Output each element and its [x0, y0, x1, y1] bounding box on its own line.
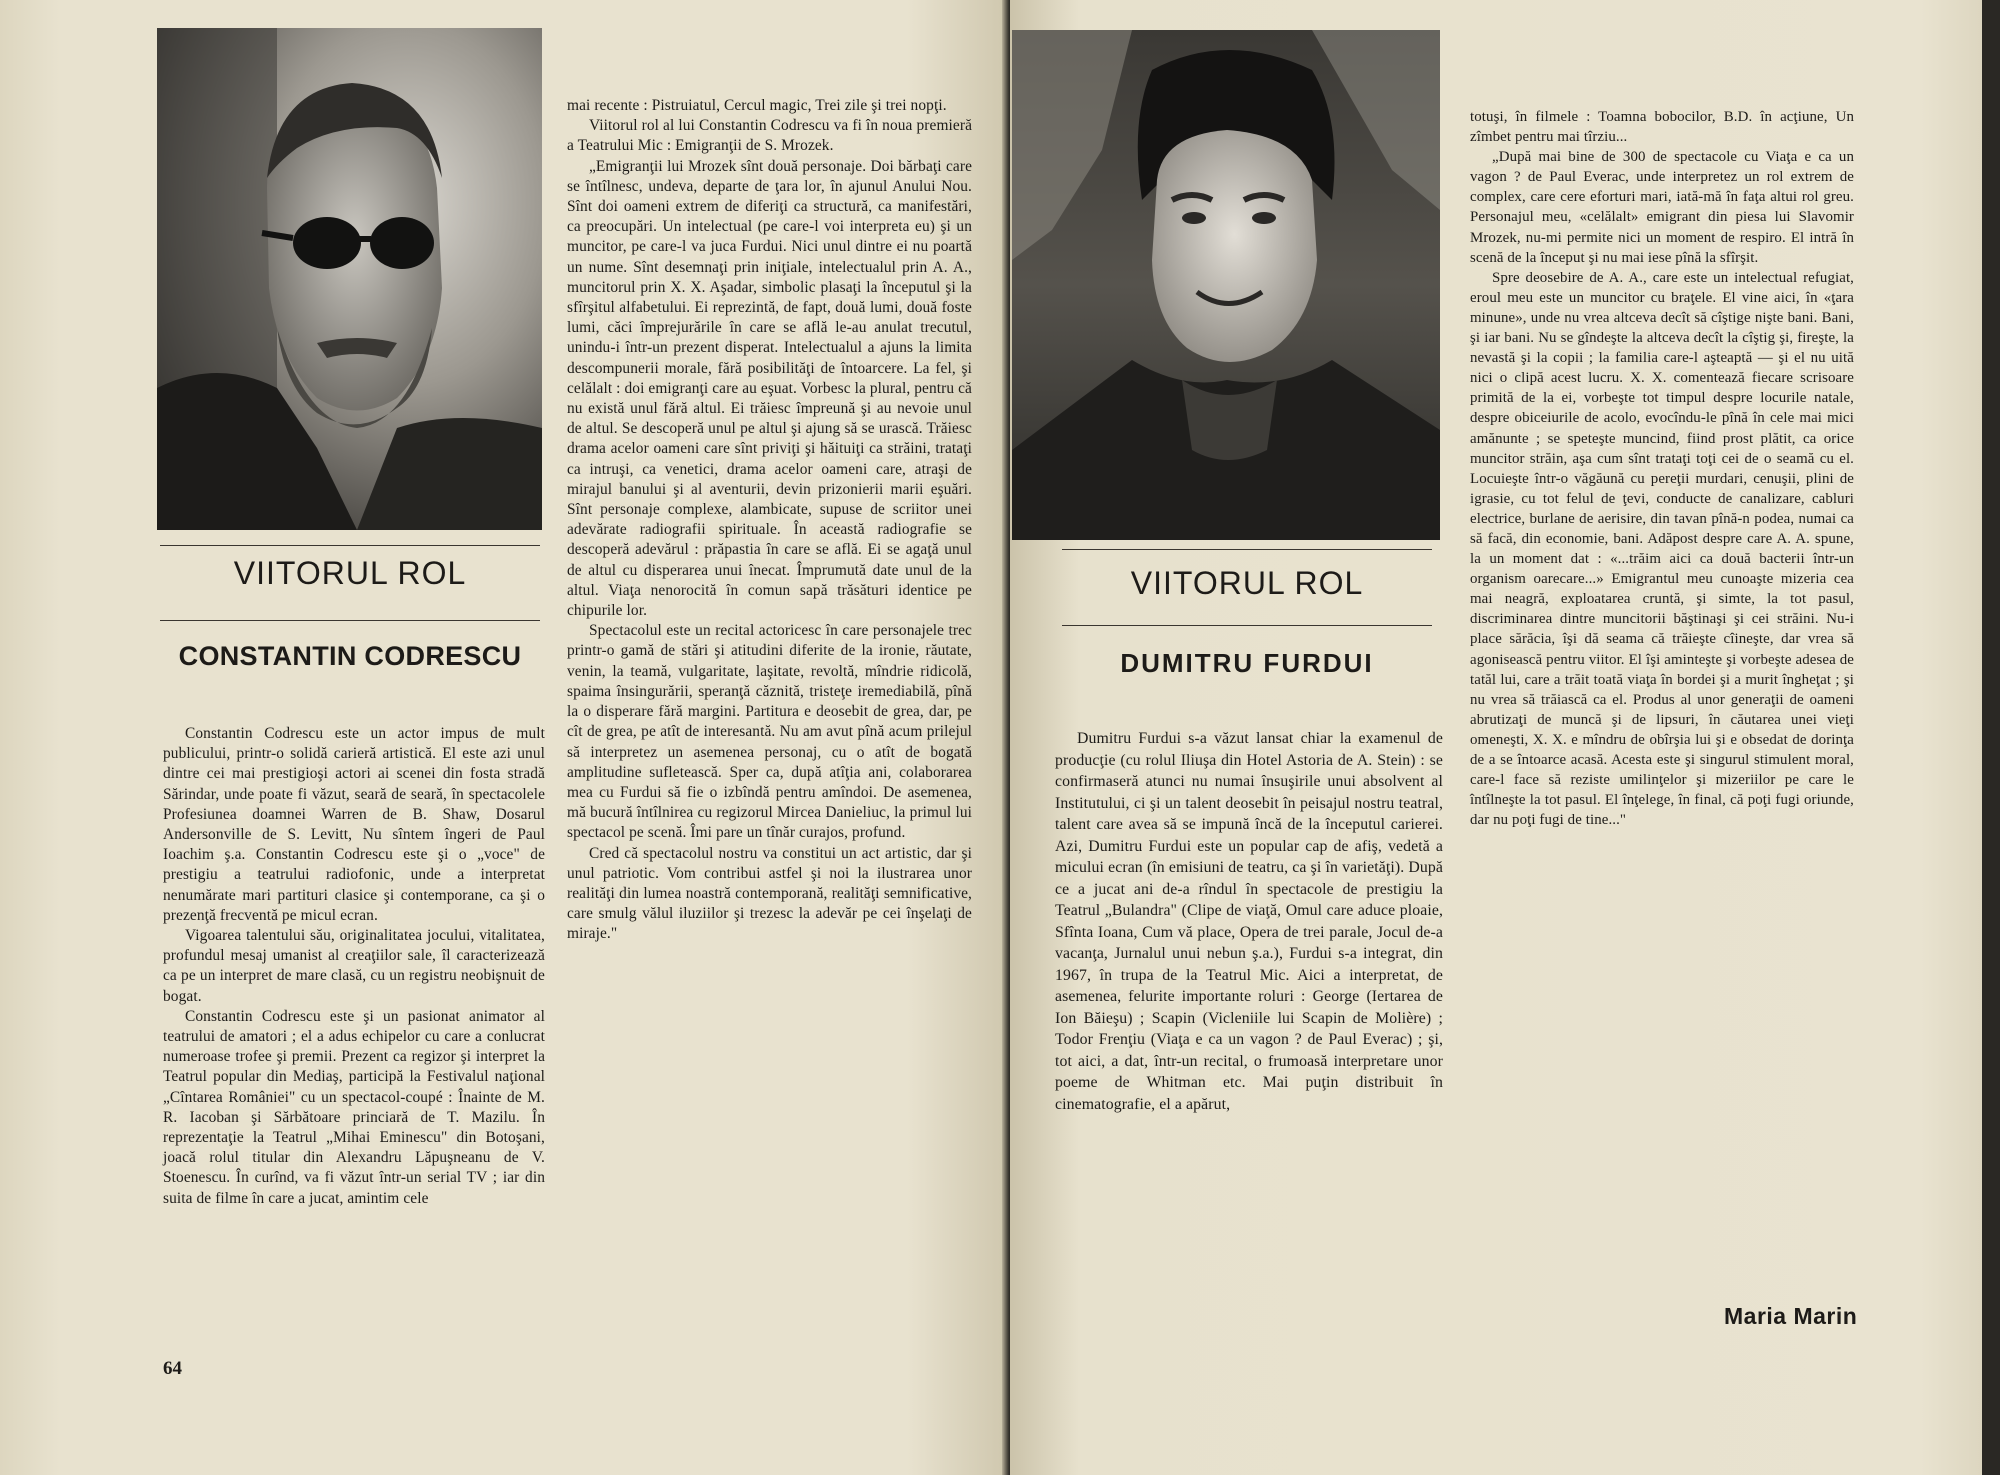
actor-name: CONSTANTIN CODRESCU — [178, 641, 522, 671]
article-column-1 — [1055, 728, 1443, 1115]
article-column-2 — [567, 96, 972, 945]
article-column-2 — [1470, 107, 1854, 830]
paragraph: Constantin Codrescu este un actor impus de mult publicului, printr-o solidă carieră artistică. El este azi unul dintre cei mai prestigioşi actori ai scenei din fosta stradă Sărindar, unde poate fi văzut, seară de seară, în spectacolele Profesiunea doamnei Warren de B. Shaw, Dosarul Andersonville de S. Levitt, Nu sîntem îngeri de Paul Ioachim ş.a. Constantin Codrescu este şi o „voce" de prestigiu a teatrului radiofonic, unde a interpretat nenumărate mari partituri clasice şi contemporane, ca şi o prezenţă frecventă pe micul ecran. — [163, 725, 545, 924]
article-column-1 — [163, 724, 545, 1209]
section-label: VIITORUL ROL — [1130, 565, 1364, 601]
paragraph: Cred că spectacolul nostru va constitui un act artistic, dar şi unul patriotic. Vom contribui astfel şi noi la ilustrarea unor realităţi din lumea noastră contemporană, realităţi semnificative, care smulg vălul iluziilor şi trezesc la adevăr pe cei înşelaţi de miraje." — [567, 844, 972, 943]
paragraph: Constantin Codrescu este şi un pasionat animator al teatrului de amatori ; el a adus echipelor cu care a conlucrat numeroase trofee şi premii. Prezent ca regizor şi interpret la Teatrul popular din Mediaş, participă la Festivalul naţional „Cîntarea României" cu un spectacol-coupé : Înainte de M. R. Iacoban şi Sărbătoare princiară de T. Mazilu. În reprezentaţie la Teatrul „Mihai Eminescu" din Botoşani, joacă rolul titular din Alexandru Lăpuşneanu de V. Stoenescu. În curînd, va fi văzut într-un serial TV ; iar din suita de filme în care a jucat, amintim cele — [163, 1007, 545, 1207]
top-rule — [1062, 549, 1432, 550]
section-label: VIITORUL ROL — [233, 555, 467, 591]
middle-rule — [1062, 625, 1432, 626]
paragraph: Spectacolul este un recital actoricesc în care personajele trec printr-o gamă de stări şi atitudini diferite de la ironie, răutate, venin, la teamă, vulgaritate, laşitate, revoltă, mîndrie ridicolă, spaima însingurării, speranţă căznită, tristeţe iremediabilă, pînă la o disperare fără margini. Partitura e deosebit de grea, dar, pe cît de grea, pe atît de interesantă. Nu am avut pînă acum prilejul să interpretez un asemenea personaj, cu o atît de bogată amplitudine sufletească. Sper ca, după atîţia ani, colaborarea mea cu Furdui să fie o izbîndă pentru amîndoi. De asemenea, mă bucură întîlnirea cu regizorul Mircea Danieliuc, la primul lui spectacol pe scenă. Îmi pare un tînăr curajos, profund. — [567, 622, 972, 842]
paragraph: Vigoarea talentului său, originalitatea jocului, vitalitatea, profundul mesaj umanist al creaţiilor sale, îl caracterizează ca pe un interpret de mare clasă, cu un registru neobişnuit de bogat. — [163, 927, 545, 1005]
page-number: 64 — [163, 1358, 182, 1379]
paragraph: Spre deosebire de A. A., care este un intelectual refugiat, eroul meu este un muncitor cu braţele. El vine aici, în «ţara minune», unde nu vrea altceva decît să cîştige nişte bani. Bani, şi iar bani. Nu se gîndeşte la altceva decît la cîştig şi, fireşte, la nevastă şi la copii ; la familia care-l aşteaptă — şi el nu uită nici o clipă acest lucru. X. X. comentează fiecare scrisoare primită de la ei, vorbeşte tot timpul despre locurile natale, despre obiceiurile de acolo, evocîndu-le pînă în cele mai mici amănunte ; se speteşte muncind, fiind prost plătit, ca orice muncitor străin, aşa cum sînt trataţi toţi cei de o seamă cu el. Locuieşte într-o văgăună cu pereţii murdari, cenuşii, plini de igrasie, cu tot felul de ţevi, conducte de canalizare, cabluri electrice, burlane de aerisire, din tavan pînă-n podea, numai ca să facă, din economie, bani. Adăpost despre care A. A. spune, la un moment dat : «...trăim aici ca două bacterii într-un organism oarecare...» Emigrantul meu cunoaşte mizeria cea mai neagră, exploatarea cruntă, şi simte, la tot pasul, discriminarea dintre muncitorii băştinaşi şi cei străini. Nu-i place sărăcia, îşi dă seama că trăieşte cîineşte, dar vrea să agonisească pentru viitor. El îşi aminteşte şi vorbeşte adesea de tatăl lui, care a trăit toată viaţa în bordei şi a murit îngheţat ; şi nu vrea să trăiască ca el. Produs al unor generaţii de oameni abrutizaţi de muncă şi de lipsuri, în căutarea unei vieţi omeneşti, X. X. e mîndru de obîrşia lui şi e obsedat de dorinţa de a se întoarce acasă. Acesta este şi singurul stimulent moral, care-l face să reziste umilinţelor şi mizeriilor pe care le întîlneşte la tot pasul. El înţelege, în final, că poţi fugi oriunde, dar nu poţi fugi de tine..." — [1470, 269, 1854, 829]
actor-name: DUMITRU FURDUI — [1120, 648, 1374, 678]
paragraph: Dumitru Furdui s-a văzut lansat chiar la examenul de producţie (cu rolul Iliuşa din Hotel Astoria de A. Stein) : se confirmaseră atunci nu numai însuşirile unui absolvent al Institutului, ci şi un talent deosebit în peisajul nostru teatral, talent care avea să se impună încă de la începutul carierei. Azi, Dumitru Furdui este un popular cap de afiş, vedetă a micului ecran (în emisiuni de teatru, ca şi în varietăţi). După ce a jucat ani de-a rîndul în spectacole de prestigiu la Teatrul „Bulandra" (Clipe de viaţă, Omul care aduce ploaie, Sfînta Ioana, Cum vă place, Opera de trei parale, Jocul de-a vacanţa, Jurnalul unui nebun ş.a.), Furdui s-a integrat, din 1967, în trupa de la Teatrul Mic. Aici a interpretat, de asemenea, felurite importante roluri : George (Iertarea de Ion Băieşu) ; Scapin (Vicleniile lui Scapin de Molière) ; Todor Frenţiu (Viaţa e ca un vagon ? de Paul Everac) ; şi, tot aici, a dat, într-un recital, o frumoasă interpretare unor poeme de Whitman etc. Mai puţin distribuit în cinematografie, el a apărut, — [1055, 730, 1443, 1113]
author-signature: Maria Marin — [1724, 1303, 1858, 1329]
top-rule — [160, 545, 540, 546]
paragraph: „După mai bine de 300 de spectacole cu Viaţa e ca un vagon ? de Paul Everac, unde interpretez un rol extrem de complex, care cere eforturi mari, iată-mă în faţa altui rol greu. Personajul meu, «celălalt» emigrant din piesa lui Slavomir Mrozek, nu-mi permite nici un moment de respiro. El intră în scenă de la început şi nu mai iese pînă la sfîrşit. — [1470, 149, 1854, 266]
paragraph: totuşi, în filmele : Toamna bobocilor, B.D. în acţiune, Un zîmbet pentru mai tîrziu... — [1470, 109, 1854, 146]
paragraph: Viitorul rol al lui Constantin Codrescu va fi în noua premieră a Teatrului Mic : Emigranţii de S. Mrozek. — [567, 117, 972, 155]
book-edge — [1982, 0, 2000, 1475]
middle-rule — [160, 620, 540, 621]
paragraph: mai recente : Pistruiatul, Cercul magic, Trei zile şi trei nopţi. — [567, 97, 947, 114]
right-page — [1010, 0, 2000, 1475]
paragraph: „Emigranţii lui Mrozek sînt două personaje. Doi bărbaţi care se întîlnesc, undeva, departe de ţara lor, în ajunul Anului Nou. Sînt doi oameni extrem de diferiţi ca structură, ca manifestări, ca preocupări. Un intelectual (pe care-l voi interpreta eu) şi un muncitor, pe care-l va juca Furdui. Nici unul dintre ei nu poartă un nume. Sînt desemnaţi prin iniţiale, intelectualul prin A. A., muncitorul prin X. X. Aşadar, simbolic plasaţi la începutul şi la sfîrşitul alfabetului. Ei reprezintă, de fapt, două lumi, două foste lumi, căci împrejurările în care se află le-au anulat trecutul, unindu-i într-un prezent disperat. Intelectualul a ajuns la limita descompunerii morale, fără posibilităţi de întoarcere. La fel, şi celălalt : doi emigranţi care au eşuat. Vorbesc la plural, pentru că nu există unul fără altul. Ei trăiesc împreună şi au nevoie unul de altul. Se descoperă unul pe altul şi ajung să se urască. Trăiesc drama acelor oameni care sînt priviţi şi hăituiţi ca străini, trataţi ca intruşi, ca venetici, drama acelor oameni care, atraşi de mirajul banului şi al aventurii, devin prizonierii marii eşuări. Sînt personaje complexe, alambicate, supuse de scriitor unei adevărate radiografii spirituale. În această radiografie se descoperă adevărul : prăpastia în care se află. Ei se agaţă unul de altul cu disperarea unui înecat. Împrumută date unul de la altul. Viaţa nenorocită în comun sapă trăsături identice pe chipurile lor. — [567, 157, 972, 620]
portrait-photo-constantin-codrescu — [157, 28, 542, 530]
portrait-photo-dumitru-furdui — [1012, 30, 1440, 540]
